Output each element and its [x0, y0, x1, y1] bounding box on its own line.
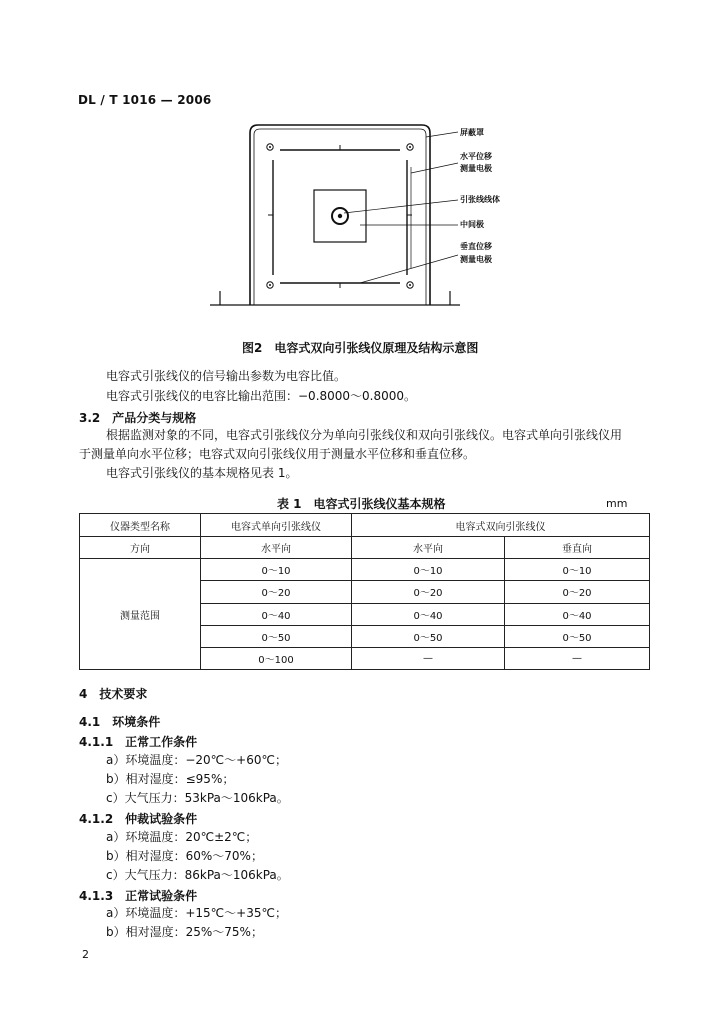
table-row-label: 测量范围: [80, 559, 201, 670]
spec-table: [79, 513, 650, 670]
list-item: a）环境温度：−20℃～+60℃；: [106, 753, 287, 767]
list-item: c）大气压力：53kPa～106kPa。: [106, 791, 289, 805]
table-unit: mm: [606, 497, 628, 510]
figure-caption: 图2 电容式双向引张线仪原理及结构示意图: [242, 341, 479, 355]
list-item: b）相对湿度：≤95%；: [106, 772, 235, 786]
table-cell: 0～20: [201, 581, 352, 603]
label-h-electrode-1: 水平位移: [460, 152, 492, 161]
list-item: a）环境温度：+15℃～+35℃；: [106, 906, 287, 920]
section-4-1-1-heading: 4.1.1 正常工作条件: [79, 735, 198, 749]
paragraph-3a: 根据监测对象的不同，电容式引张线仪分为单向引张线仪和双向引张线仪。电容式单向引张线仪用: [106, 428, 623, 442]
list-item: b）相对湿度：25%～75%；: [106, 925, 263, 939]
label-h-electrode-2: 测量电极: [460, 164, 492, 173]
label-v-electrode-1: 垂直位移: [460, 242, 492, 251]
figure-2-diagram: [210, 115, 540, 315]
label-shield: 屏蔽罩: [460, 128, 484, 137]
section-4-heading: 4 技术要求: [79, 687, 148, 701]
list-item: a）环境温度：20℃±2℃；: [106, 830, 258, 844]
table-cell: 0～50: [201, 625, 352, 647]
table-cell: 0～40: [505, 603, 650, 625]
table-header-single: 电容式单向引张线仪: [201, 514, 352, 537]
table-subheader-double-v: 垂直向: [505, 537, 650, 559]
table-cell: 0～50: [505, 625, 650, 647]
section-4-1-heading: 4.1 环境条件: [79, 715, 161, 729]
table-row: [80, 559, 650, 581]
table-cell: 0～20: [352, 581, 505, 603]
paragraph-4: 电容式引张线仪的基本规格见表 1。: [106, 466, 298, 480]
table-subheader-direction: 方向: [80, 537, 201, 559]
paragraph-3b: 于测量单向水平位移；电容式双向引张线仪用于测量水平位移和垂直位移。: [79, 447, 476, 461]
table-header-double: 电容式双向引张线仪: [352, 514, 650, 537]
table-cell: 0～20: [505, 581, 650, 603]
label-wire: 引张线线体: [460, 195, 500, 204]
table-cell: 0～100: [201, 647, 352, 669]
table-cell: 0～10: [505, 559, 650, 581]
label-middle: 中间极: [460, 220, 484, 229]
table-cell: —: [352, 647, 505, 669]
section-4-1-2-heading: 4.1.2 仲裁试验条件: [79, 812, 198, 826]
table-cell: 0～40: [201, 603, 352, 625]
table-title: 表 1 电容式引张线仪基本规格: [277, 497, 446, 511]
table-cell: 0～10: [352, 559, 505, 581]
section-4-1-3-heading: 4.1.3 正常试验条件: [79, 889, 198, 903]
table-subheader-single-h: 水平向: [201, 537, 352, 559]
paragraph-2: 电容式引张线仪的电容比输出范围：−0.8000～0.8000。: [106, 389, 417, 403]
table-subheader-double-h: 水平向: [352, 537, 505, 559]
table-cell: 0～40: [352, 603, 505, 625]
label-v-electrode-2: 测量电极: [460, 255, 492, 264]
table-cell: —: [505, 647, 650, 669]
page-number: 2: [82, 948, 89, 961]
list-item: c）大气压力：86kPa～106kPa。: [106, 868, 289, 882]
table-cell: 0～10: [201, 559, 352, 581]
list-item: b）相对湿度：60%～70%；: [106, 849, 263, 863]
table-cell: 0～50: [352, 625, 505, 647]
section-3-2-heading: 3.2 产品分类与规格: [79, 411, 197, 425]
paragraph-1: 电容式引张线仪的信号输出参数为电容比值。: [106, 369, 347, 383]
table-header-type: 仪器类型名称: [80, 514, 201, 537]
doc-header-code: DL / T 1016 — 2006: [78, 93, 212, 107]
